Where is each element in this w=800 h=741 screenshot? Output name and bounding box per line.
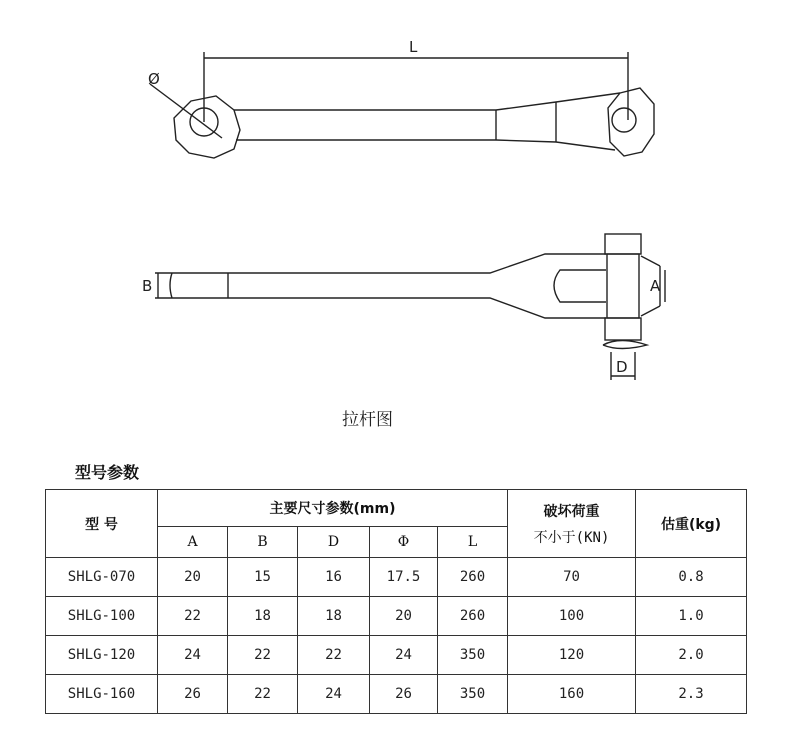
dim-label-phi: Ø <box>148 70 160 88</box>
cell-phi: 20 <box>370 597 438 636</box>
cell-phi: 17.5 <box>370 558 438 597</box>
cell-b: 22 <box>228 636 298 675</box>
top-view <box>150 52 654 158</box>
header-breaking-load-line1: 破坏荷重 <box>543 503 600 520</box>
bolt-shank <box>607 254 639 318</box>
header-main-dimensions: 主要尺寸参数(mm) <box>158 490 508 527</box>
cell-load: 120 <box>508 636 636 675</box>
cell-load: 70 <box>508 558 636 597</box>
cell-b: 22 <box>228 675 298 714</box>
dim-label-d: D <box>616 358 628 376</box>
cell-a: 26 <box>158 675 228 714</box>
header-breaking-load-line2: 不小于(KN) <box>533 529 610 546</box>
dim-label-a: A <box>650 277 661 295</box>
right-eye-hole <box>612 108 636 132</box>
cell-model: SHLG-100 <box>46 597 158 636</box>
header-dim-b: B <box>228 527 298 558</box>
header-breaking-load <box>508 490 636 558</box>
cell-load: 160 <box>508 675 636 714</box>
cell-model: SHLG-070 <box>46 558 158 597</box>
header-dim-a: A <box>158 527 228 558</box>
model-parameter-table <box>45 489 747 714</box>
dim-label-l: L <box>409 38 418 56</box>
cell-l: 260 <box>438 597 508 636</box>
cell-weight: 2.3 <box>636 675 747 714</box>
cell-l: 260 <box>438 558 508 597</box>
rod-body <box>234 93 620 150</box>
bolt-head <box>605 234 641 254</box>
table-row <box>46 675 747 714</box>
cell-d: 24 <box>298 675 370 714</box>
cell-a: 24 <box>158 636 228 675</box>
cell-d: 18 <box>298 597 370 636</box>
header-model: 型 号 <box>46 490 158 558</box>
cell-b: 18 <box>228 597 298 636</box>
cell-a: 20 <box>158 558 228 597</box>
cell-l: 350 <box>438 675 508 714</box>
table-row <box>46 636 747 675</box>
nut <box>605 318 641 340</box>
side-rod-body <box>172 254 606 318</box>
right-eye-outline <box>608 88 654 156</box>
side-view <box>155 234 665 380</box>
dim-label-b: B <box>142 277 153 295</box>
cell-phi: 26 <box>370 675 438 714</box>
cell-weight: 1.0 <box>636 597 747 636</box>
cell-phi: 24 <box>370 636 438 675</box>
header-dim-l: L <box>438 527 508 558</box>
cell-d: 16 <box>298 558 370 597</box>
table-row <box>46 597 747 636</box>
cell-weight: 2.0 <box>636 636 747 675</box>
section-title: 型号参数 <box>75 463 140 482</box>
header-dim-phi: Φ <box>370 527 438 558</box>
cell-model: SHLG-160 <box>46 675 158 714</box>
table-row <box>46 558 747 597</box>
header-dim-d: D <box>298 527 370 558</box>
cell-a: 22 <box>158 597 228 636</box>
cell-d: 22 <box>298 636 370 675</box>
header-weight: 估重(kg) <box>636 490 747 558</box>
cell-model: SHLG-120 <box>46 636 158 675</box>
cell-l: 350 <box>438 636 508 675</box>
cell-b: 15 <box>228 558 298 597</box>
cell-load: 100 <box>508 597 636 636</box>
cell-weight: 0.8 <box>636 558 747 597</box>
drawing-caption: 拉杆图 <box>342 410 393 430</box>
